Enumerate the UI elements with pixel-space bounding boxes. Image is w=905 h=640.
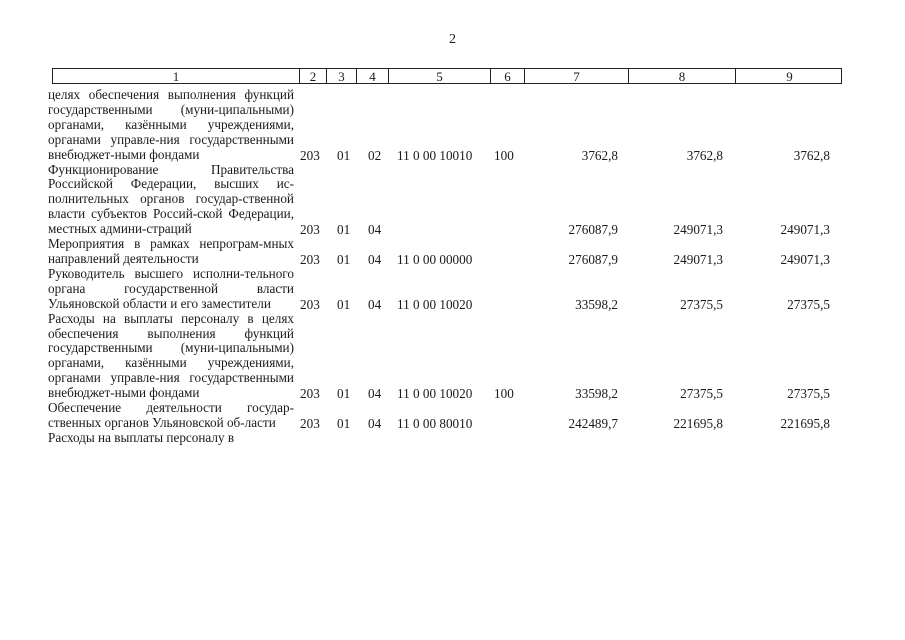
row-cs-code: 11 0 00 10020 [397,386,473,402]
row-value-8: 249071,3 [673,222,723,238]
row-cs-code: 11 0 00 10010 [397,147,473,163]
row-pr-code: 04 [368,386,382,402]
row-description: Расходы на выплаты персоналу в целях обеспечения выполнения функций государственными (муни-ципальными) органами, казёнными учреждениями, органами управле-ния государственными внебюджет-ными фондами [48,310,294,401]
header-col-4: 4 [357,69,389,84]
row-value-9: 3762,8 [793,147,830,163]
table-row [48,237,848,267]
row-description: Обеспечение деятельности государ-ственных органов Ульяновской об-ласти [48,400,294,430]
row-cs-code: 11 0 00 10020 [397,296,473,312]
row-pr-code: 04 [368,296,382,312]
row-description: Функционирование Правительства Российской Федерации, высших ис-полнительных органов государ-ственной власти субъектов Россий-ской Федерации, местных админи-страций [48,161,294,237]
row-pr-code: 04 [368,251,382,267]
row-value-7: 33598,2 [575,386,618,402]
row-gr-code: 203 [300,251,320,267]
row-value-9: 249071,3 [780,251,830,267]
table-row [48,163,848,238]
header-col-6: 6 [491,69,525,84]
page-number: 2 [449,32,456,47]
row-value-7: 33598,2 [575,296,618,312]
row-gr-code: 203 [300,386,320,402]
row-rz-code: 01 [337,415,351,431]
header-col-1: 1 [53,69,300,84]
row-value-7: 276087,9 [568,222,618,238]
row-gr-code: 203 [300,147,320,163]
header-col-2: 2 [300,69,327,84]
row-description: Расходы на выплаты персоналу в [48,429,235,445]
row-value-8: 249071,3 [673,251,723,267]
table-body [48,88,848,446]
row-value-7: 3762,8 [581,147,618,163]
row-rz-code: 01 [337,222,351,238]
row-rz-code: 01 [337,251,351,267]
row-gr-code: 203 [300,415,320,431]
row-value-9: 221695,8 [780,415,830,431]
table-row [48,431,848,446]
row-pr-code: 04 [368,415,382,431]
header-col-9: 9 [786,69,793,84]
row-value-9: 27375,5 [787,386,830,402]
row-value-8: 221695,8 [673,415,723,431]
header-col-8: 8 [629,69,736,84]
row-pr-code: 04 [368,222,382,238]
row-value-9: 249071,3 [780,222,830,238]
row-pr-code: 02 [368,147,382,163]
table-row [48,312,848,401]
row-rz-code: 01 [337,386,351,402]
table-row [48,401,848,431]
row-gr-code: 203 [300,296,320,312]
row-cs-code: 11 0 00 80010 [397,415,473,431]
row-description: Мероприятия в рамках непрограм-мных направлений деятельности [48,236,294,266]
row-value-8: 3762,8 [686,147,723,163]
header-col-3: 3 [327,69,357,84]
row-description: целях обеспечения выполнения функций государственными (муни-ципальными) органами, казёнными учреждениями, органами управле-ния государственными внебюджет-ными фондами [48,87,294,162]
row-vr-code: 100 [494,147,514,163]
row-value-7: 242489,7 [568,415,618,431]
table-row [48,267,848,312]
header-col-5: 5 [389,69,491,84]
row-cs-code: 11 0 00 00000 [397,251,473,267]
row-value-8: 27375,5 [680,386,723,402]
row-rz-code: 01 [337,296,351,312]
row-rz-code: 01 [337,147,351,163]
table-row [48,88,848,163]
row-gr-code: 203 [300,222,320,238]
row-value-7: 276087,9 [568,251,618,267]
header-col-7: 7 [525,69,629,84]
table-header [52,68,842,84]
row-vr-code: 100 [494,386,514,402]
row-value-9: 27375,5 [787,296,830,312]
row-value-8: 27375,5 [680,296,723,312]
row-description: Руководитель высшего исполни-тельного органа государственной власти Ульяновской области и его заместители [48,265,294,311]
